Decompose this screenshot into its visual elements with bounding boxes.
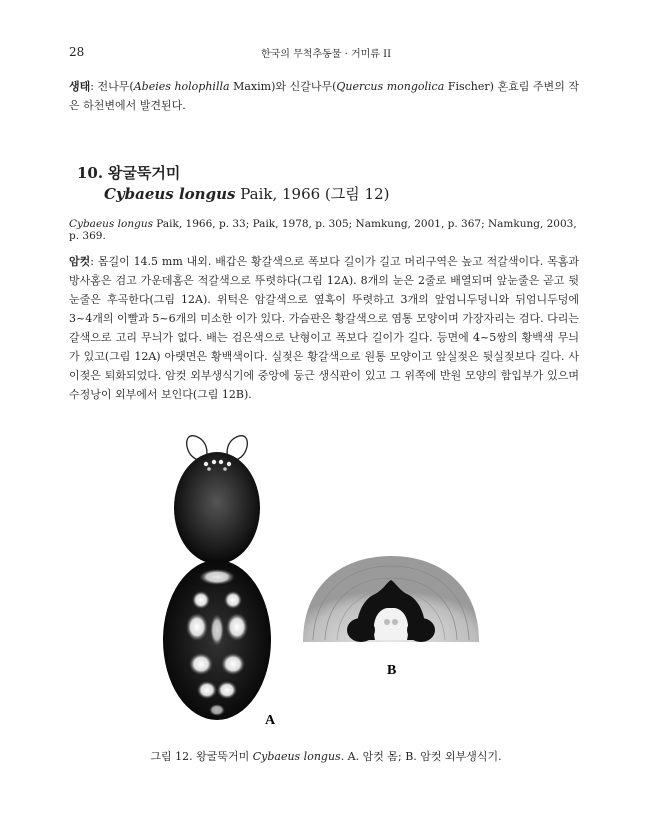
female-label: 암컷 [69, 255, 91, 268]
female-paragraph [69, 252, 579, 404]
figure [69, 422, 579, 740]
species-korean-name: 왕굴뚝거미 [107, 164, 181, 182]
spider-body-drawing [163, 436, 271, 720]
species-sci-line [77, 184, 389, 205]
citation-text: Paik, 1966, p. 33; Paik, 1978, p. 305; Namkung, 2001, p. 367; Namkung, 2003, p. 369. [69, 218, 577, 242]
species-heading [77, 163, 389, 205]
caption-sci: Cybaeus longus [252, 750, 341, 763]
species-number: 10. [77, 164, 104, 182]
page-number: 28 [69, 45, 85, 59]
ecology-label: 생태 [69, 80, 91, 93]
figure-label-a: A [265, 713, 276, 728]
ecology-text-2: Maxim)와 신갈나무( [229, 80, 337, 93]
ecology-sci-1: Abeies holophilla [133, 80, 230, 93]
caption-suffix: . A. 암컷 몸; B. 암컷 외부생식기. [340, 750, 502, 763]
cephalothorax [174, 452, 260, 564]
citations [69, 218, 584, 242]
ecology-text-1: : 전나무( [90, 80, 134, 93]
citation-sci: Cybaeus longus [69, 218, 153, 230]
figure-caption [0, 748, 652, 764]
ecology-paragraph [69, 77, 579, 115]
figure-illustration [69, 422, 579, 740]
species-sci-name: Cybaeus longus [104, 185, 236, 203]
ecology-sci-2: Quercus mongolica [336, 80, 445, 93]
figure-label-b: B [387, 663, 397, 678]
running-header: 한국의 무척추동물 · 거미류 II [260, 49, 392, 60]
ecology-text-3: Fischer) 혼효림 주변의 작은 하천변에서 발견된다. [69, 80, 580, 112]
species-title-line [77, 163, 389, 184]
caption-prefix: 그림 12. 왕굴뚝거미 [150, 750, 253, 763]
epigynum-drawing [303, 556, 479, 642]
female-text: : 몸길이 14.5 mm 내외. 배갑은 황갈색으로 폭보다 길이가 길고 머리구역은 높고 적갈색이다. 목홈과 방사홈은 검고 가운데홈은 적갈색으로 뚜렷하다(그림 12A). 8개의 눈은 2줄로 배열되며 앞눈줄은 곧고 뒷눈줄은 후곡한다(그림 12A). 위턱은 암갈색으로 옆혹이 뚜렷하고 3개의 앞엄니두덩니와 뒤엄니두덩에 3~4개의 이빨과 5~6개의 미소한 이가 있다. 가슴판은 황갈색으로 염통 모양이며 가장자리는 검다. 다리는 갈색으로 고리 무늬가 없다. 배는 검은색으로 난형이고 폭보다 길이가 길다. 등면에 4~5쌍의 황백색 무늬가 있고(그림 12A) 아랫면은 황백색이다. 실젖은 황갈색으로 원통 모양이고 앞실젖은 뒷실젖보다 길다. 사이젖은 퇴화되었다. 암컷 외부생식기에 중앙에 둥근 생식판이 있고 그 위쪽에 반원 모양의 함입부가 있으며 수정낭이 외부에서 보인다(그림 12B). [69, 255, 579, 401]
species-author: Paik, 1966 (그림 12) [235, 185, 390, 203]
